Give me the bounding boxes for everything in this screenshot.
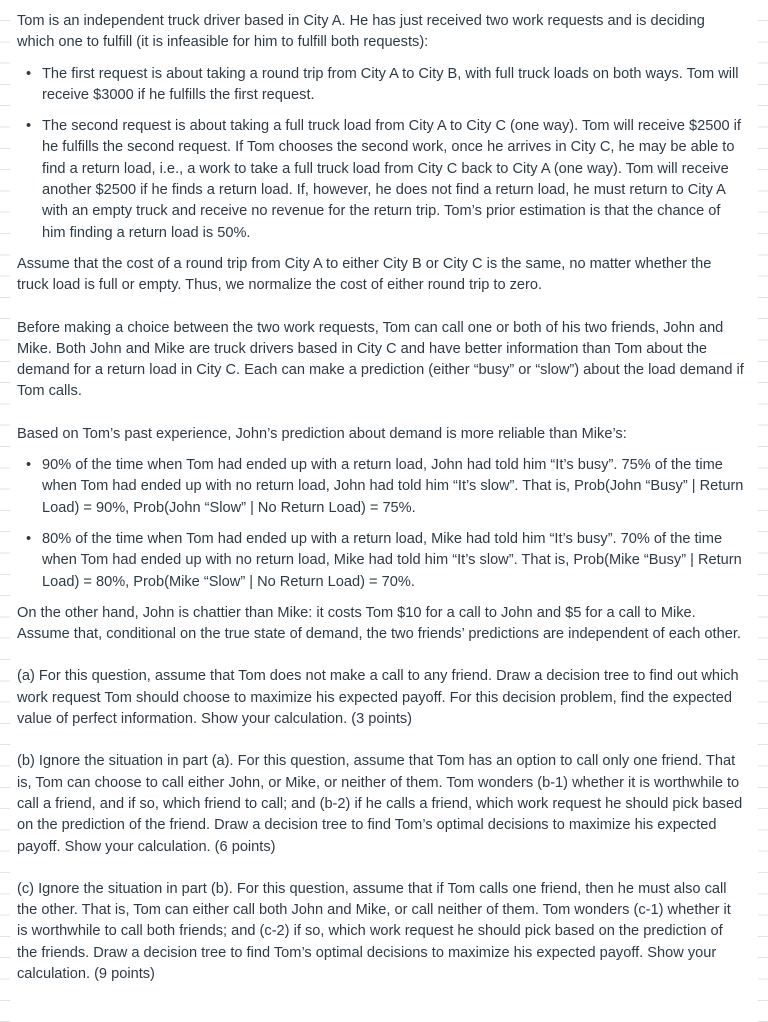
request-item-2: • The second request is about taking a full truck load from City A to City C (one way). Tom will receive $2500 if he fulfills the second request. If Tom chooses the second work, once he arrives in City C, he may be able to find a return load, i.e., a work to take a full truck load from City C back to City A (one way). Tom will receive another $2500 if he finds a return load. If, however, he does not find a return load, he must return to City A with an empty truck and receive no revenue for the return trip. Tom’s prior estimation is that the chance of him finding a return load is 50%. [17,116,745,244]
friends-intro-paragraph: Before making a choice between the two work requests, Tom can call one or both of his two friends, John and Mike. Both John and Mike are truck drivers based in City C and have better information than Tom about the demand for a return load in City C. Each can make a prediction (either “busy” or “slow”) about the load demand if Tom calls. [17,319,744,400]
reliability-intro-paragraph: Based on Tom’s past experience, John’s prediction about demand is more reliable than Mike’s: [17,425,627,442]
right-ruled-edge [758,0,768,1022]
reliability-list [17,455,745,593]
question-a: (a) For this question, assume that Tom does not make a call to any friend. Draw a decision tree to find out which work request Tom should choose to maximize his expected payoff. For this decision problem, find the expected value of perfect information. Show your calculation. (3 points) [17,668,739,728]
cost-assumption-paragraph: Assume that the cost of a round trip from City A to either City B or City C is the same, no matter whether the truck load is full or empty. Thus, we normalize the cost of either round trip to zero. [17,255,712,294]
john-reliability-item: • 90% of the time when Tom had ended up with a return load, John had told him “It’s busy”. 75% of the time when Tom had ended up with no return load, John had told him “It’s slow”. That is, Prob(John “Busy” | Return Load) = 90%, Prob(John “Slow” | No Return Load) = 75%. [17,455,745,519]
call-costs-paragraph: On the other hand, John is chattier than Mike: it costs Tom $10 for a call to John and $5 for a call to Mike. Assume that, conditional on the true state of demand, the two friends’ predictions are independent of each other. [17,604,741,643]
request-item-1: • The first request is about taking a round trip from City A to City B, with full truck loads on both ways. Tom will receive $3000 if he fulfills the first request. [17,64,745,107]
left-ruled-edge [0,0,10,1022]
intro-paragraph: Tom is an independent truck driver based in City A. He has just received two work requests and is deciding which one to fulfill (it is infeasible for him to fulfill both requests): [17,13,705,51]
problem-text [17,11,745,985]
requests-list [17,64,745,244]
mike-reliability-item: • 80% of the time when Tom had ended up with a return load, Mike had told him “It’s busy”. 70% of the time when Tom had ended up with no return load, Mike had told him “It’s slow”. That is, Prob(Mike “Busy” | Return Load) = 80%, Prob(Mike “Slow” | No Return Load) = 70%. [17,529,745,593]
question-b: (b) Ignore the situation in part (a). For this question, assume that Tom has an option to call only one friend. That is, Tom can choose to call either John, or Mike, or neither of them. Tom wonders (b-1) whether it is worthwhile to call a friend, and if so, which friend to call; and (b-2) if he calls a friend, which work request he should pick based on the prediction of the friend. Draw a decision tree to find Tom’s optimal decisions to maximize his expected payoff. Show your calculation. (6 points) [17,753,743,855]
question-c: (c) Ignore the situation in part (b). For this question, assume that if Tom calls one friend, then he must also call the other. That is, Tom can either call both John and Mike, or call neither of them. Tom wonders (c-1) whether it is worthwhile to call both friends; and (c-2) if so, which work request he should pick based on the prediction of the friends. Draw a decision tree to find Tom’s optimal decisions to maximize his expected payoff. Show your calculation. (9 points) [17,880,731,982]
